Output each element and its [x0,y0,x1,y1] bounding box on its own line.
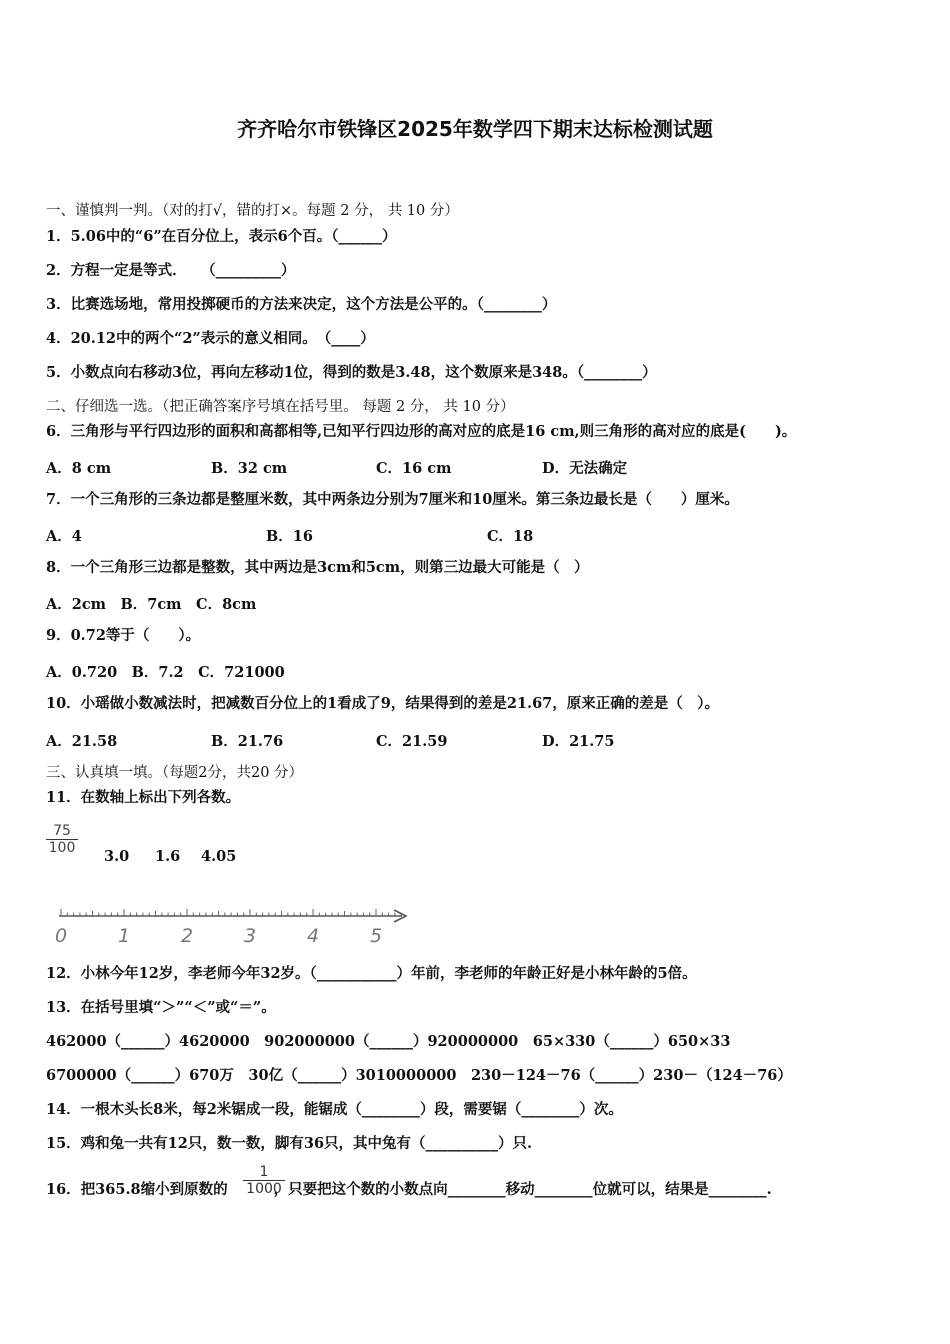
question-13-row-1: 462000（______）4620000 902000000（______）920000000 65×330（______）650×33 [46,1033,731,1050]
q10-option-b: B．21.76 [211,733,284,750]
q6-option-d: D．无法确定 [542,460,628,477]
question-9: 9．0.72等于（ ）。 [46,627,201,644]
question-2: 2．方程一定是等式． （_________） [46,262,296,279]
q6-option-a: A．8 cm [46,460,112,477]
number-line-label: 4 [306,925,320,947]
question-14: 14．一根木头长8米，每2米锯成一段，能锯成（________）段，需要锯（________）次。 [46,1101,623,1118]
q7-option-c: C．18 [487,528,534,545]
q9-options: A．0.720 B．7.2 C．721000 [46,664,285,681]
q16-fraction-denominator: 1000 [246,1181,282,1197]
number-line-label: 3 [243,925,257,947]
number-line-label: 5 [369,925,383,947]
question-16 [46,1181,772,1199]
question-16-prefix: 16．把365.8缩小到原数的 [46,1181,228,1198]
q16-fraction-numerator: 1 [259,1164,269,1180]
q11-number-3: 4.05 [201,848,237,865]
question-7: 7．一个三角形的三条边都是整厘米数，其中两条边分别为7厘米和10厘米。第三条边最长是（ ）厘米。 [46,491,739,508]
question-4: 4．20.12中的两个“2”表示的意义相同。 （____） [46,330,375,347]
number-line-label: 2 [180,925,194,947]
question-8: 8．一个三角形三边都是整数，其中两边是3cm和5cm，则第三边最大可能是（ ） [46,559,589,576]
q7-option-b: B．16 [266,528,313,545]
q10-option-a: A．21.58 [46,733,118,750]
question-6: 6．三角形与平行四边形的面积和高都相等,已知平行四边形的高对应的底是16 cm,则三角形的高对应的底是( )。 [46,423,797,440]
q7-option-a: A．4 [46,528,82,545]
question-11: 11．在数轴上标出下列各数。 [46,789,241,806]
question-3: 3．比赛选场地，常用投掷硬币的方法来决定，这个方法是公平的。（________） [46,296,557,313]
section-3-heading: 三、认真填一填。（每题2分，共20 分） [46,765,304,781]
q11-fraction-numerator: 75 [53,823,71,839]
number-line-label: 1 [117,925,131,947]
question-5: 5．小数点向右移动3位，再向左移动1位，得到的数是3.48，这个数原来是348。（________） [46,364,657,381]
q8-options: A．2cm B．7cm C．8cm [46,596,257,613]
section-2-heading: 二、仔细选一选。（把正确答案序号填在括号里。 每题 2 分， 共 10 分） [46,399,515,415]
q11-fraction [46,823,78,856]
q11-number-2: 1.6 [155,848,181,865]
q10-option-c: C．21.59 [376,733,448,750]
question-12: 12．小林今年12岁，李老师今年32岁。（___________）年前，李老师的年龄正好是小林年龄的5倍。 [46,965,697,982]
q11-fraction-denominator: 100 [48,840,76,856]
number-line [50,900,420,950]
section-1-heading: 一、谨慎判一判。（对的打√，错的打×。每题 2 分， 共 10 分） [46,203,459,219]
number-line-label: 0 [54,925,68,947]
question-1: 1．5.06中的“6”在百分位上，表示6个百。（______） [46,228,397,245]
question-13: 13．在括号里填“＞”“＜”或“＝”。 [46,999,276,1016]
q6-option-c: C．16 cm [376,460,452,477]
page-title: 齐齐哈尔市铁锋区2025年数学四下期末达标检测试题 [237,117,713,141]
q16-fraction [243,1164,285,1197]
question-13-row-2: 6700000（______）670万 30亿（______）3010000000 230－124－76（______）230－（124－76） [46,1067,792,1084]
q10-option-d: D．21.75 [542,733,615,750]
q6-option-b: B．32 cm [211,460,288,477]
question-16-suffix: ，只要把这个数的小数点向________移动________位就可以，结果是________. [273,1181,772,1198]
question-15: 15．鸡和兔一共有12只，数一数，脚有36只，其中兔有（__________）只. [46,1135,533,1152]
question-10: 10．小瑶做小数减法时，把减数百分位上的1看成了9，结果得到的差是21.67，原来正确的差是（ ）。 [46,695,720,712]
q11-number-1: 3.0 [104,848,130,865]
